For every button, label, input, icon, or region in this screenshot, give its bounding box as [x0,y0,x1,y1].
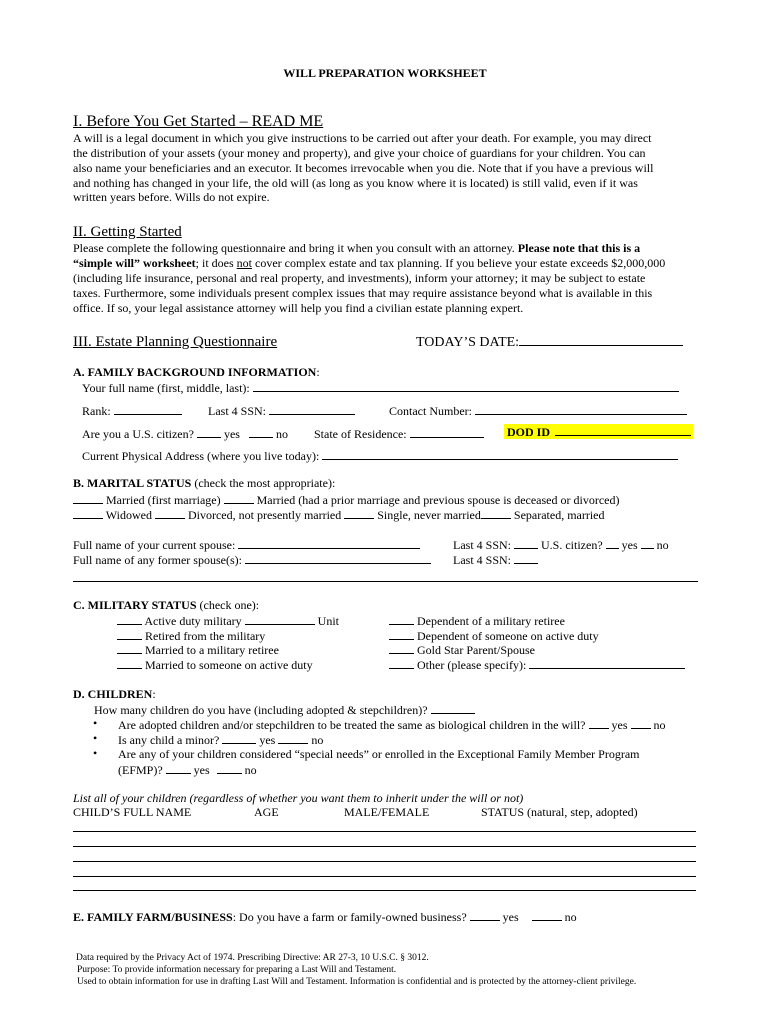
divorced-checkbox[interactable] [155,507,185,519]
rank-label: Rank: [82,404,111,418]
section2-line: (including life insurance, personal and real property, and investments), inform your attorney; it may be subject to estate [73,271,646,285]
confidentiality-note: Used to obtain information for use in drafting Last Will and Testament. Information is confidential and is protected by the attorney-client privilege. [77,977,637,987]
minor-question[interactable] [118,732,323,748]
bullet-icon: • [93,716,98,730]
section2-text: Please complete the following questionnaire and bring it when you consult with an attorney. [73,241,518,255]
citizen-no-input[interactable] [249,426,273,438]
spouse-citizen-label: U.S. citizen? [541,538,603,552]
farm-question[interactable] [73,909,577,925]
simple-will-term: “simple will” worksheet [73,256,196,270]
dependent-retiree-label: Dependent of a military retiree [417,614,565,628]
contact-field[interactable] [389,403,687,419]
military-option[interactable] [117,613,339,629]
section-divider [73,890,696,891]
military-heading [73,598,259,613]
bullet-icon: • [93,731,98,745]
dod-id-label: DOD ID [507,425,551,439]
section1-line: A will is a legal document in which you give instructions to be carried out after your death. For example, you may direct [73,131,652,145]
gold-star-checkbox[interactable] [389,642,414,654]
military-hint: (check one): [196,598,260,612]
family-heading-text: A. FAMILY BACKGROUND INFORMATION [73,365,317,379]
farm-no-input[interactable] [532,909,562,921]
section2-line: taxes. Furthermore, some individuals present complex issues that may require assistance beyond what is available in this [73,286,653,300]
children-count-input[interactable] [431,702,475,714]
section1-heading: I. Before You Get Started – READ ME [73,113,324,130]
dod-id-input[interactable] [555,424,691,436]
section2-line: office. If so, your legal assistance attorney will help you find a civilian estate planning expert. [73,301,524,315]
family-heading [73,365,320,380]
efmp-label: (EFMP)? [118,763,163,777]
other-label: Other (please specify): [417,658,527,672]
no-label: no [564,910,577,924]
spouse-ssn-field[interactable] [453,537,669,553]
section2-line [73,241,640,256]
section1-line: and nothing has changed in your life, the old will (as long as you know where it is located) is still valid, even if it was [73,176,638,190]
yes-label: yes [621,538,638,552]
spouse-name-field[interactable] [73,537,420,553]
married-checkbox[interactable] [73,492,103,504]
active-duty-label: Active duty military [144,614,242,628]
ssn-field[interactable] [208,403,355,419]
widowed-label: Widowed [105,508,152,522]
efmp-answer[interactable] [118,762,257,778]
col-age: AGE [254,805,279,819]
simple-will-note: Please note that this is a [517,241,641,255]
yes-label: yes [193,763,210,777]
section1-line: the distribution of your assets (your money and property), and give your choice of guardians for your children. You can [73,146,646,160]
military-option[interactable] [389,613,565,629]
divorced-label: Divorced, not presently married [187,508,342,522]
col-child-name: CHILD’S FULL NAME [73,805,192,819]
marital-row-1 [73,492,619,508]
married-label: Married (first marriage) [106,493,221,507]
minor-no-input[interactable] [278,732,308,744]
children-entry-line[interactable] [73,831,696,832]
children-list-note: List all of your children (regardless of whether you want them to inherit under the will or not) [73,791,524,805]
unit-input[interactable] [245,613,315,625]
citizen-yes-input[interactable] [197,426,221,438]
dependent-active-checkbox[interactable] [389,628,414,640]
full-name-field[interactable] [82,380,679,396]
address-input[interactable] [322,448,678,460]
efmp-yes-input[interactable] [166,762,191,774]
colon: : [152,687,156,701]
farm-question-text: : Do you have a farm or family-owned business? [232,910,467,924]
dod-id-highlight[interactable] [504,424,693,439]
children-entry-line[interactable] [73,861,696,862]
former-spouse-field[interactable] [73,552,431,568]
former-ssn-field[interactable] [453,552,538,568]
minor-yes-input[interactable] [222,732,256,744]
section2-text: ; it does [195,256,237,270]
full-name-input[interactable] [253,380,679,392]
marital-heading [73,476,335,491]
section1-line: also name your beneficiaries and an executor. It becomes irrevocable when you die. Note that if you have a previous will [73,161,654,175]
former-spouse-label: Full name of any former spouse(s): [73,553,242,567]
former-ssn-label: Last 4 SSN: [453,553,512,567]
colon: : [316,365,320,379]
military-option[interactable] [389,657,685,673]
gold-star-label: Gold Star Parent/Spouse [417,643,535,657]
spouse-ssn-input[interactable] [514,537,538,549]
yes-label: yes [611,718,628,732]
no-label: no [656,538,669,552]
married-retiree-label: Married to a military retiree [145,643,279,657]
rank-input[interactable] [114,403,182,415]
children-entry-line[interactable] [73,876,696,877]
contact-input[interactable] [475,403,687,415]
children-entry-line[interactable] [73,846,696,847]
no-label: no [275,427,288,441]
citizen-label: Are you a U.S. citizen? [82,427,194,441]
single-label: Single, never married [377,508,481,522]
no-label: no [244,763,257,777]
residence-input[interactable] [410,426,484,438]
rank-field[interactable] [82,403,182,419]
col-status: STATUS (natural, step, adopted) [481,805,638,819]
purpose-note: Purpose: To provide information necessary for preparing a Last Will and Testament. [77,965,397,975]
minor-question-text: Is any child a minor? [118,733,220,747]
married-prior-checkbox[interactable] [224,492,254,504]
col-male-female: MALE/FEMALE [344,805,430,819]
marital-heading-text: B. MARITAL STATUS [73,476,192,490]
retired-checkbox[interactable] [117,628,142,640]
active-duty-checkbox[interactable] [117,613,142,625]
adopted-yes-input[interactable] [589,717,609,729]
farm-yes-input[interactable] [470,909,500,921]
todays-date-field[interactable] [416,334,683,350]
ssn-label: Last 4 SSN: [208,404,267,418]
other-specify-input[interactable] [529,657,685,669]
section2-text: cover complex estate and tax planning. If you believe your estate exceeds $2,000,000 [252,256,666,270]
todays-date-input[interactable] [519,334,683,346]
section2-line [73,256,665,271]
privacy-act-note: Data required by the Privacy Act of 1974. Prescribing Directive: AR 27-3, 10 U.S.C. § 3012. [76,953,429,963]
efmp-no-input[interactable] [217,762,242,774]
marital-row-2 [73,507,605,523]
residence-field[interactable] [314,426,484,442]
spouse-name-input[interactable] [238,537,420,549]
married-prior-label: Married (had a prior marriage and previous spouse is deceased or divorced) [256,493,620,507]
section3-heading: III. Estate Planning Questionnaire [73,334,278,350]
widowed-checkbox[interactable] [73,507,103,519]
children-heading [73,687,156,702]
address-label: Current Physical Address (where you live today): [82,449,320,463]
retired-label: Retired from the military [145,629,266,643]
other-checkbox[interactable] [389,657,414,669]
farm-heading: E. FAMILY FARM/BUSINESS [73,910,233,924]
separated-checkbox[interactable] [481,507,511,519]
address-field[interactable] [82,448,678,464]
bullet-icon: • [93,746,98,760]
spouse-citizen-no[interactable] [641,537,654,549]
spouse-ssn-label: Last 4 SSN: [453,538,512,552]
military-option[interactable] [117,657,313,673]
no-label: no [311,733,324,747]
dependent-retiree-checkbox[interactable] [389,613,414,625]
yes-label: yes [223,427,240,441]
single-checkbox[interactable] [344,507,374,519]
military-heading-text: C. MILITARY STATUS [73,598,197,612]
former-spouse-input[interactable] [245,552,431,564]
citizen-field[interactable] [82,426,288,442]
yes-label: yes [502,910,519,924]
married-retiree-checkbox[interactable] [117,642,142,654]
spouse-citizen-yes[interactable] [606,537,619,549]
children-count-field[interactable] [94,702,475,718]
full-name-label: Your full name (first, middle, last): [82,381,250,395]
section-divider [73,581,698,582]
unit-label: Unit [317,614,339,628]
children-count-label: How many children do you have (including adopted & stepchildren)? [94,703,428,717]
adopted-question-text: Are adopted children and/or stepchildren to be treated the same as biological children in the will? [118,718,586,732]
ssn-input[interactable] [269,403,355,415]
spouse-name-label: Full name of your current spouse: [73,538,236,552]
no-label: no [653,718,666,732]
dependent-active-label: Dependent of someone on active duty [417,629,599,643]
adopted-question[interactable] [118,717,666,733]
marital-hint: (check the most appropriate): [191,476,336,490]
not-emphasis: not [236,256,253,270]
military-option[interactable] [389,642,535,658]
yes-label: yes [259,733,276,747]
separated-label: Separated, married [513,508,605,522]
adopted-no-input[interactable] [631,717,651,729]
section2-heading: II. Getting Started [73,224,182,240]
residence-label: State of Residence: [314,427,407,441]
children-heading-text: D. CHILDREN [73,687,153,701]
contact-label: Contact Number: [389,404,472,418]
married-active-checkbox[interactable] [117,657,142,669]
former-ssn-input[interactable] [514,552,538,564]
military-option[interactable] [117,642,279,658]
special-needs-question: Are any of your children considered “special needs” or enrolled in the Exceptional Family Member Program [118,747,640,761]
section1-line: written years before. Wills do not expire. [73,190,270,204]
document-title: WILL PREPARATION WORKSHEET [283,66,487,80]
todays-date-label: TODAY’S DATE: [416,335,520,350]
married-active-label: Married to someone on active duty [145,658,313,672]
